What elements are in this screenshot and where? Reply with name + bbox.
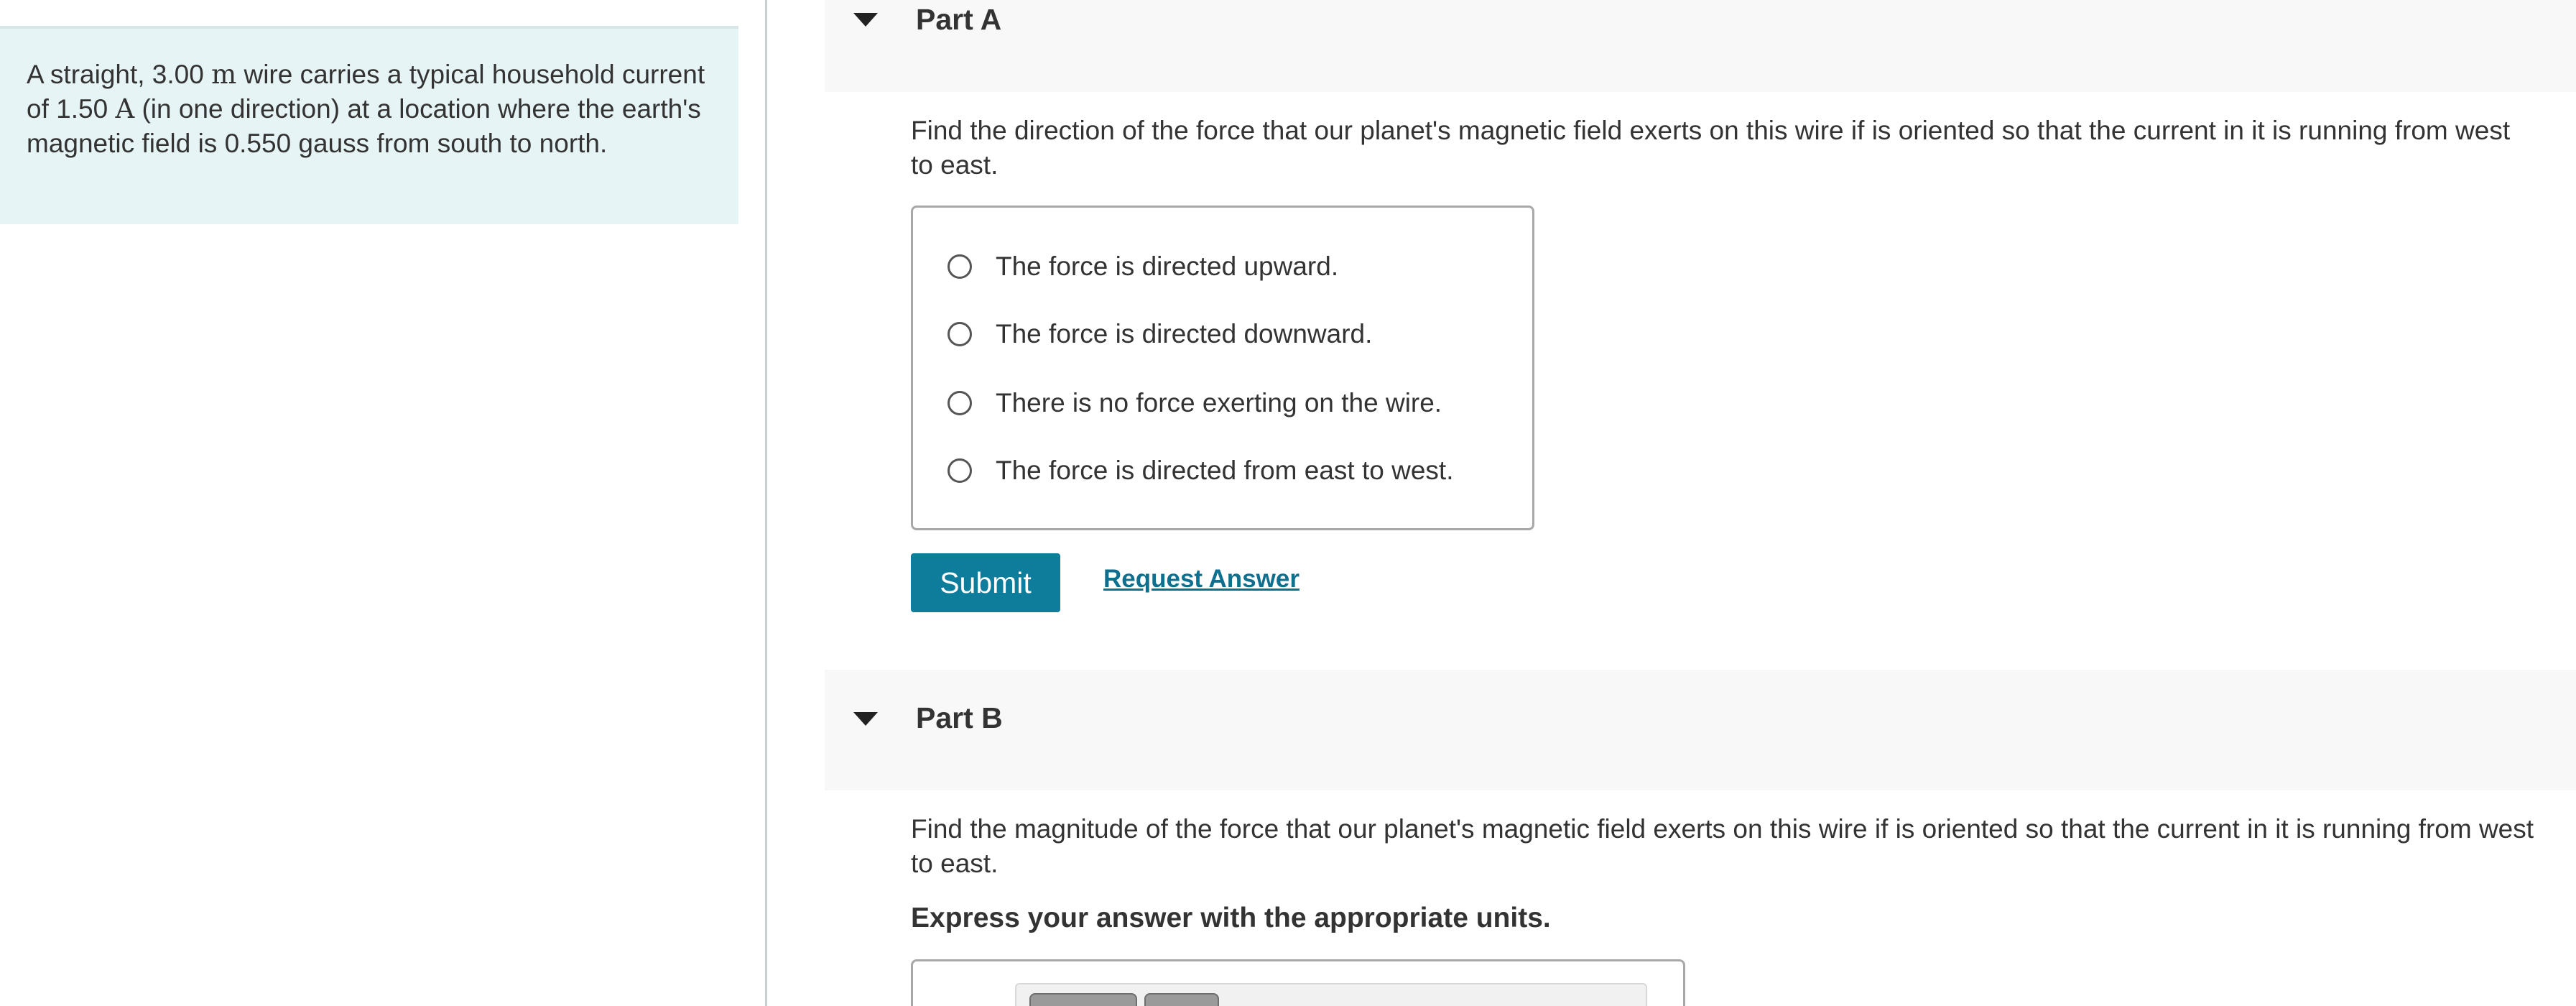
- choice-east-to-west[interactable]: [948, 449, 1453, 492]
- radio-unchecked-icon[interactable]: [948, 322, 972, 346]
- choice-upward[interactable]: [948, 245, 1338, 288]
- part-b-header[interactable]: [825, 670, 2576, 790]
- unit-amperes: A: [115, 93, 135, 124]
- part-b-instruction: Express your answer with the appropriate units.: [911, 903, 1551, 933]
- problem-text-1: A straight, 3.00: [27, 60, 212, 89]
- choice-no-force[interactable]: [948, 382, 1442, 425]
- radio-unchecked-icon[interactable]: [948, 391, 972, 415]
- part-a-header[interactable]: [825, 0, 2576, 92]
- part-b-title: Part B: [916, 701, 1003, 734]
- choice-label: The force is directed from east to west.: [996, 456, 1454, 485]
- choice-downward[interactable]: [948, 313, 1372, 356]
- units-button[interactable]: [1144, 993, 1219, 1006]
- problem-text-3: (in one direction) at a location where the earth's magnetic field is 0.550 gauss from south to north.: [27, 94, 701, 158]
- problem-text-2: wire carries a typical household current of 1.50: [27, 60, 705, 124]
- submit-button[interactable]: Submit: [911, 553, 1060, 612]
- part-a-choices: [911, 206, 1534, 530]
- part-a-title: Part A: [916, 3, 1002, 36]
- answer-toolbar: [1015, 983, 1647, 1006]
- choice-label: There is no force exerting on the wire.: [996, 388, 1442, 417]
- request-answer-link[interactable]: Request Answer: [1103, 565, 1299, 593]
- problem-pane: [0, 0, 767, 1006]
- choice-label: The force is directed downward.: [996, 319, 1373, 349]
- caret-down-icon[interactable]: [853, 13, 878, 27]
- part-b-question: Find the magnitude of the force that our planet's magnetic field exerts on this wire if is oriented so that the current in it is running from west to east.: [911, 814, 2534, 878]
- caret-down-icon[interactable]: [853, 712, 878, 726]
- template-button[interactable]: [1029, 993, 1137, 1006]
- radio-unchecked-icon[interactable]: [948, 254, 972, 279]
- choice-label: The force is directed upward.: [996, 251, 1339, 281]
- unit-meters: m: [211, 59, 237, 90]
- part-a-question: Find the direction of the force that our planet's magnetic field exerts on this wire if is oriented so that the current in it is running from west to east.: [911, 116, 2511, 180]
- part-b-answer-box: [911, 959, 1685, 1006]
- radio-unchecked-icon[interactable]: [948, 458, 972, 483]
- problem-statement: [0, 29, 738, 224]
